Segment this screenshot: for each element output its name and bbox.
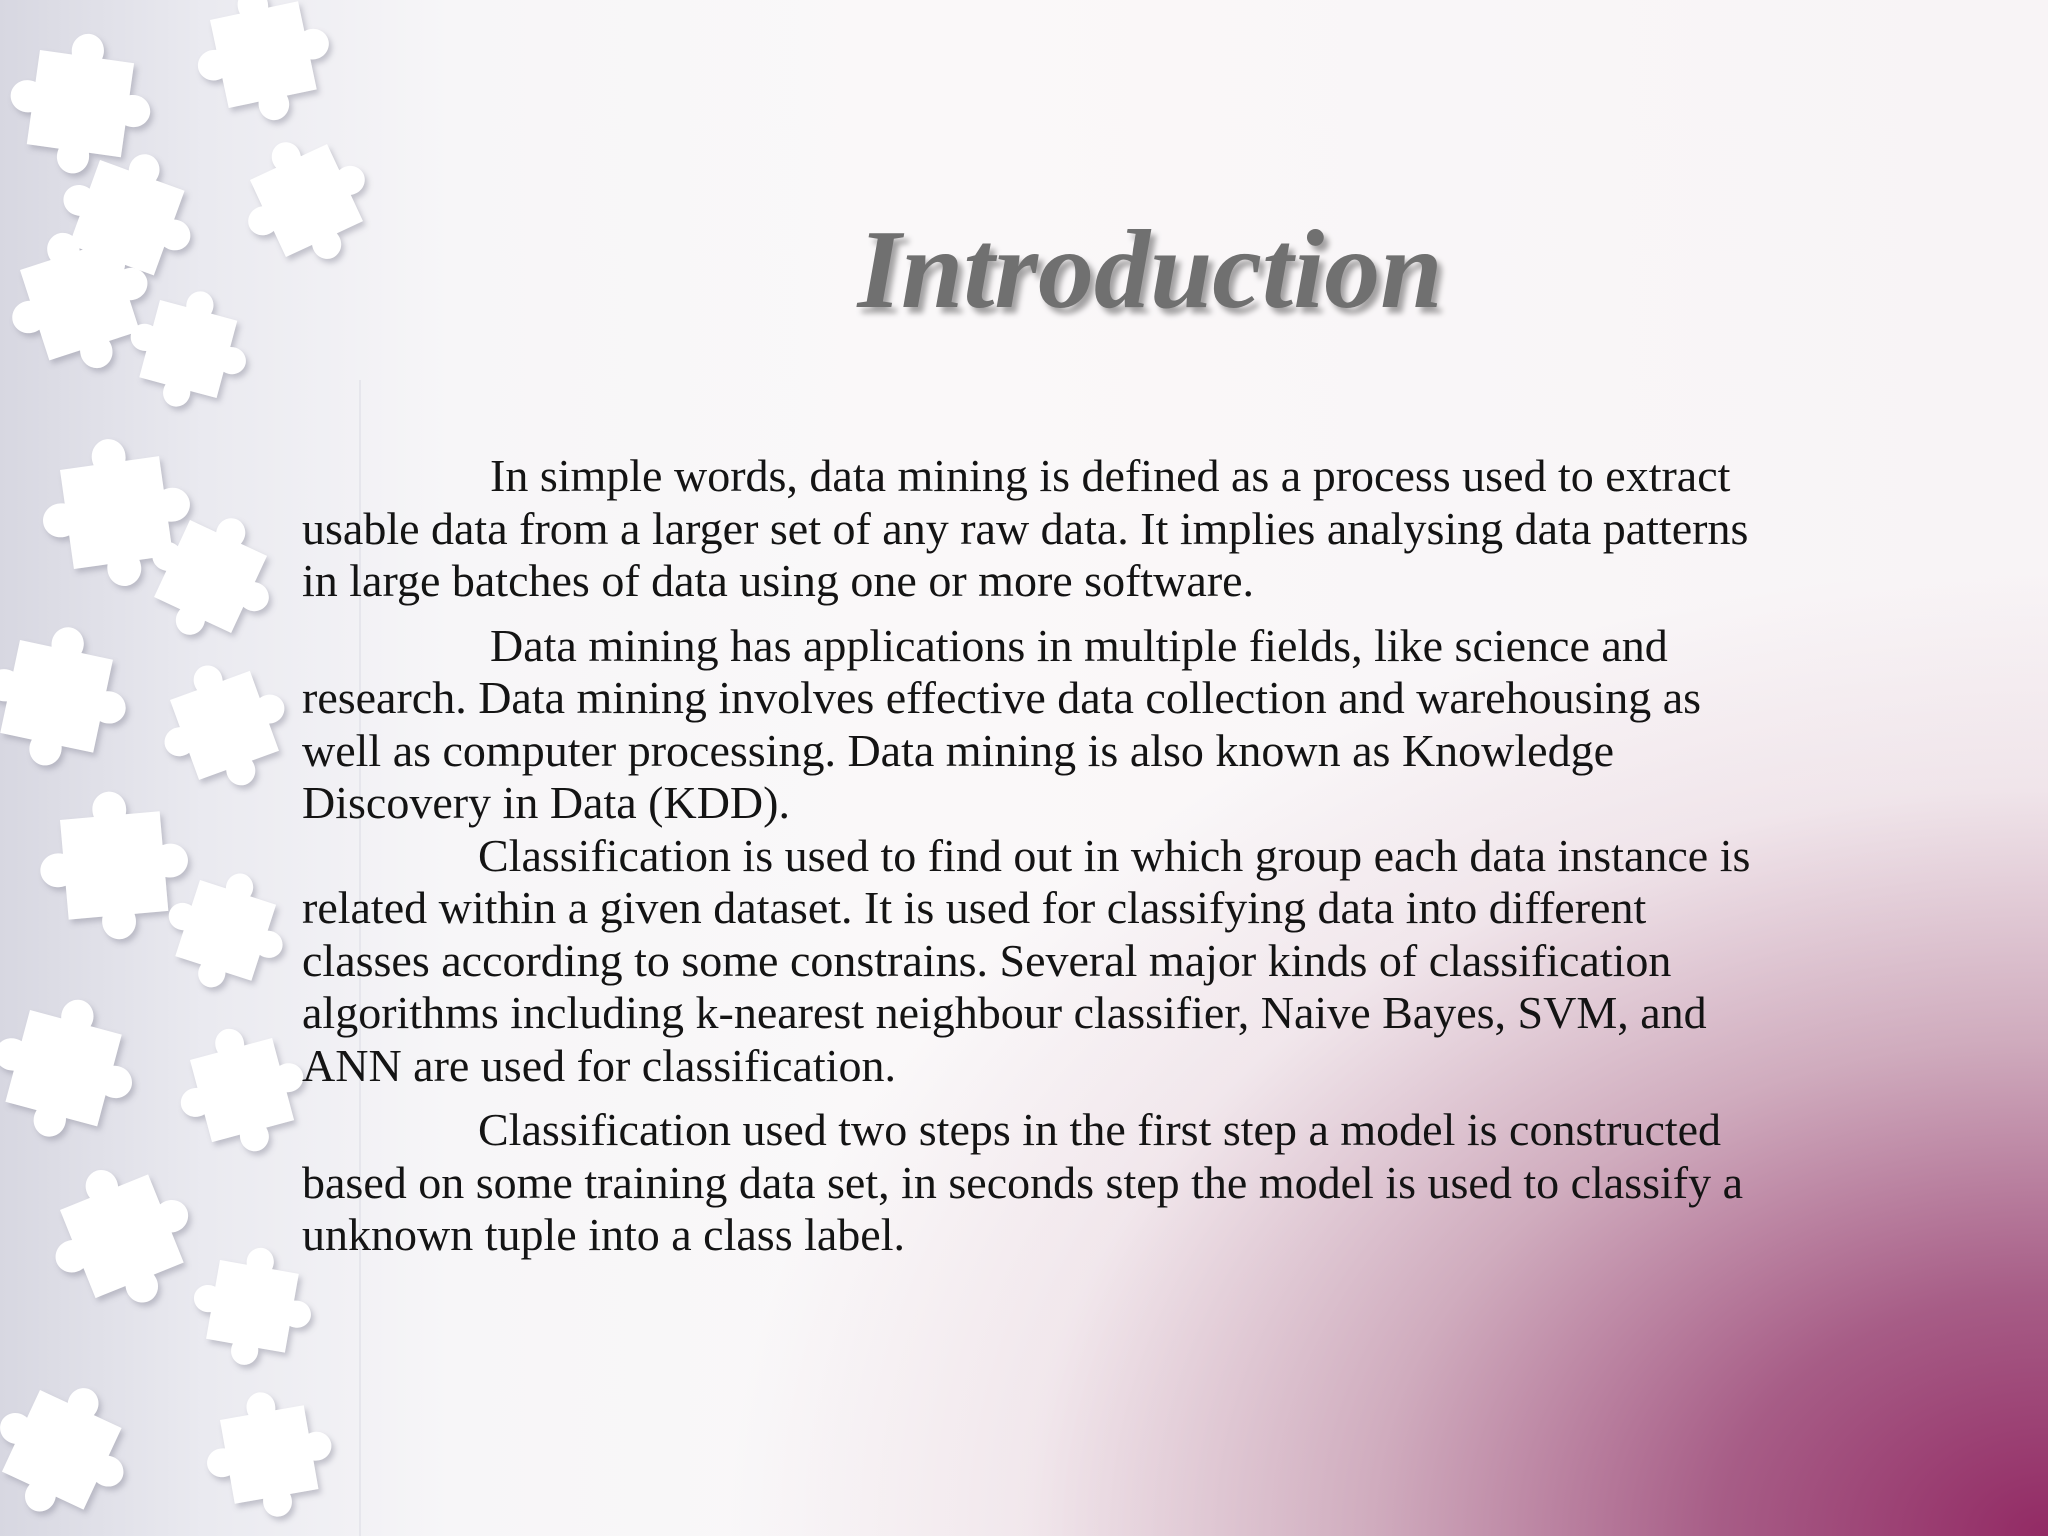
paragraph-2	[302, 620, 2012, 830]
paragraph-4	[302, 1104, 2012, 1262]
slide-body	[302, 450, 2012, 1262]
paragraph-line: algorithms including k-nearest neighbour classifier, Naive Bayes, SVM, and	[302, 987, 1707, 1038]
paragraph-line: research. Data mining involves effective data collection and warehousing as	[302, 672, 1702, 723]
paragraph-line: Data mining has applications in multiple fields, like science and	[490, 619, 1668, 671]
paragraph-line: In simple words, data mining is defined as a process used to extract	[490, 450, 1731, 501]
paragraph-line: related within a given dataset. It is used for classifying data into different	[302, 882, 1647, 933]
paragraph-line: Discovery in Data (KDD).	[302, 777, 790, 828]
paragraph-line: usable data from a larger set of any raw data. It implies analysing data patterns	[302, 502, 1749, 554]
paragraph-line: Classification is used to find out in which group each data instance is	[478, 829, 1751, 881]
paragraph-line: Classification used two steps in the first step a model is constructed	[478, 1104, 1722, 1155]
paragraph-line: based on some training data set, in seconds step the model is used to classify a	[302, 1156, 1744, 1208]
paragraph-line: unknown tuple into a class label.	[302, 1209, 905, 1260]
paragraph-line: well as computer processing. Data mining is also known as Knowledge	[302, 724, 1615, 776]
paragraph-1	[302, 450, 2012, 608]
paragraph-line: ANN are used for classification.	[302, 1039, 896, 1091]
paragraph-3	[302, 830, 2012, 1093]
paragraph-line: in large batches of data using one or more software.	[302, 555, 1255, 606]
slide-title: Introduction	[857, 208, 1443, 332]
paragraph-line: classes according to some constrains. Several major kinds of classification	[302, 934, 1672, 986]
